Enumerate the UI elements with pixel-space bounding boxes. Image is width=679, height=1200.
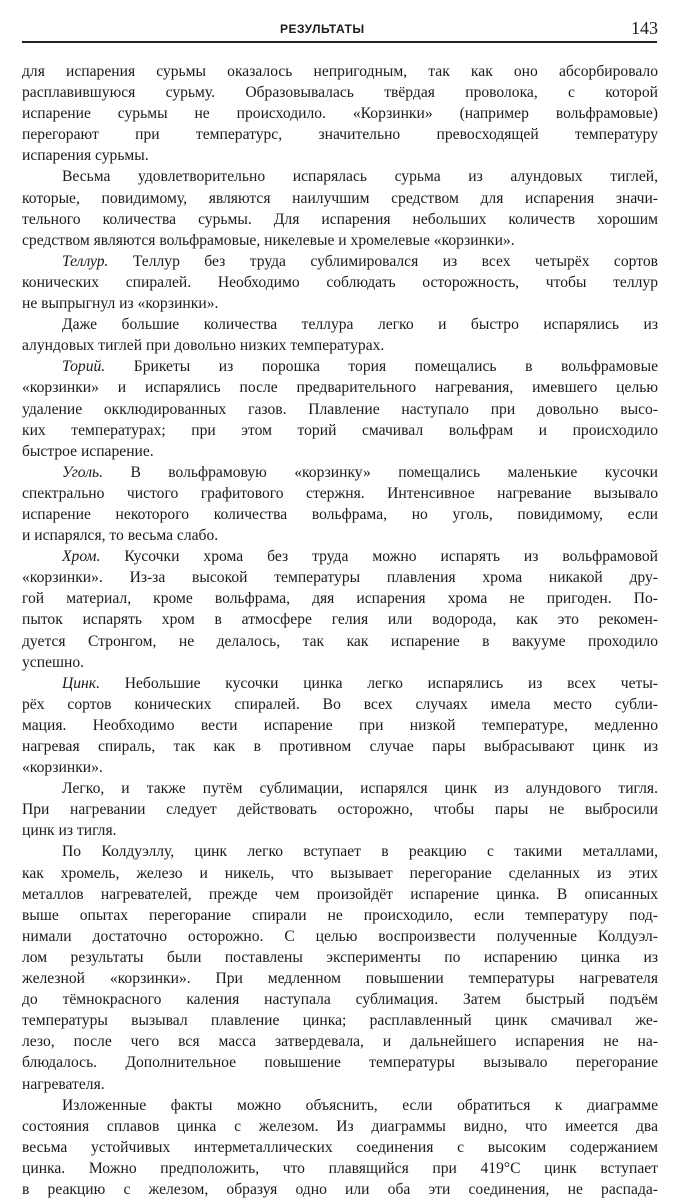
text-line [22, 166, 658, 187]
text-line [22, 188, 658, 209]
paragraph [22, 546, 658, 673]
line-text: и испарялся, то весьма слабо. [22, 527, 219, 545]
line-text: нагревая спираль, так как в противном случае пары выбрасывают цинк из [22, 738, 658, 755]
text-line [22, 736, 658, 757]
body-text [22, 61, 658, 1200]
line-text: расплавившуюся сурьму. Образовывалась твёрдая проволока, с которой [22, 84, 658, 102]
paragraph [22, 314, 658, 356]
line-text: быстрое испарение. [22, 442, 154, 460]
text-line [22, 631, 658, 652]
line-text: Даже большие количества теллура легко и быстро испарялись из [62, 316, 658, 334]
line-text: успешно. [22, 653, 85, 671]
line-text: мация. Необходимо вести испарение при низкой температуре, медленно [22, 716, 658, 734]
paragraph [22, 166, 658, 250]
line-text: цинк из тигля. [22, 822, 117, 840]
text-line [22, 1095, 658, 1116]
text-line [22, 209, 658, 230]
text-line [22, 820, 658, 841]
line-text: нимали достаточно осторожно. С целью воспроизвести полученные Колдуэл- [22, 927, 658, 945]
text-line [22, 272, 658, 293]
text-line [22, 1074, 658, 1095]
line-text: в реакцию с железом, образуя одно или оба эти соединения, не распада- [22, 1180, 658, 1198]
line-text: температуры вызывал плавление цинка; расплавленный цинк смачивал же- [22, 1012, 658, 1030]
text-line [22, 609, 658, 630]
section-lead: Теллур. [62, 252, 109, 270]
line-text: до тёмнокрасного каления наступала сублимация. Затем быстрый подъём [22, 991, 658, 1009]
line-text: Теллур без труда сублимировался из всех четырёх сортов [108, 252, 658, 270]
text-line [22, 420, 658, 441]
paragraph [22, 673, 658, 778]
line-text: выше опытах перегорание спирали не происходило, если температуру под- [22, 906, 658, 924]
section-lead: Уголь. [62, 463, 104, 481]
line-text: В вольфрамовую «корзинку» помещались маленькие кусочки [103, 463, 658, 481]
text-line [22, 546, 658, 567]
text-line [22, 293, 658, 314]
text-line [22, 61, 658, 82]
line-text: рёх сортов конических спиралей. Во всех случаях имела место субли- [22, 695, 658, 713]
text-line [22, 989, 658, 1010]
text-line [22, 567, 658, 588]
paragraph [22, 462, 658, 546]
text-line [22, 1116, 658, 1137]
text-line [22, 905, 658, 926]
line-text: средством являются вольфрамовые, никелевые и хромелевые «корзинки». [22, 231, 515, 249]
text-line [22, 588, 658, 609]
line-text: «корзинки». [22, 759, 103, 777]
paragraph [22, 778, 658, 841]
line-text: испарение сурьмы не происходило. «Корзинки» (например вольфрамовые) [22, 105, 658, 123]
line-text: конических спиралей. Необходимо соблюдать осторожность, чтобы теллур [22, 273, 658, 291]
text-line [22, 1031, 658, 1052]
text-line [22, 652, 658, 673]
text-line [22, 230, 658, 251]
text-line [22, 314, 658, 335]
text-line [22, 673, 658, 694]
text-line [22, 251, 658, 272]
line-text: которые, повидимому, являются наилучшим средством для испарения значи- [22, 189, 658, 207]
text-line [22, 947, 658, 968]
line-text: лезо, после чего вся масса затвердевала, и дальнейшего испарения не на- [22, 1033, 658, 1051]
line-text: для испарения сурьмы оказалось непригодным, так как оно абсорбировало [22, 63, 658, 80]
line-text: не выпрыгнул из «корзинки». [22, 295, 219, 313]
line-text: дуется Стронгом, не делалось, так как испарение в вакууме проходило [22, 632, 658, 650]
text-line [22, 1179, 658, 1200]
section-lead: Торий. [62, 358, 106, 376]
text-line [22, 1010, 658, 1031]
text-line [22, 504, 658, 525]
line-text: Весьма удовлетворительно испарялась сурьма из алундовых тиглей, [62, 168, 658, 186]
paragraph [22, 61, 658, 166]
paragraph [22, 841, 658, 1094]
line-text: как хромель, железо и никель, что вызывает перегорание сделанных из этих [22, 864, 658, 882]
page-number: 143 [631, 18, 658, 38]
paragraph [22, 251, 658, 314]
line-text: металлов нагревателей, прежде чем произойдёт испарение цинка. В описанных [22, 885, 658, 903]
text-line [22, 841, 658, 862]
line-text: лом результаты были поставлены эксперименты по испарению цинка из [22, 948, 658, 966]
text-line [22, 778, 658, 799]
text-line [22, 483, 658, 504]
text-line [22, 399, 658, 420]
line-text: алундовых тиглей при довольно низких температурах. [22, 337, 385, 355]
line-text: испарение некоторого количества вольфрама, но уголь, повидимому, если [22, 505, 658, 523]
header-rule [22, 41, 657, 43]
running-title: РЕЗУЛЬТАТЫ [280, 22, 365, 36]
text-line [22, 694, 658, 715]
line-text: При нагревании следует действовать осторожно, чтобы пары не выбросили [22, 801, 658, 819]
line-text: железной «корзинки». При медленном повышении температуры нагревателя [22, 970, 658, 988]
text-line [22, 82, 658, 103]
page-header [22, 18, 658, 40]
text-line [22, 863, 658, 884]
line-text: нагревателя. [22, 1075, 105, 1093]
line-text: цинка. Можно предположить, что плавящийся при 419°С цинк вступает [22, 1159, 658, 1177]
paragraph [22, 356, 658, 461]
line-text: ких температурах; при этом торий смачивал вольфрам и происходило [22, 421, 658, 439]
text-line [22, 715, 658, 736]
line-text: Легко, и также путём сублимации, испарялся цинк из алундового тигля. [62, 780, 658, 798]
text-line [22, 968, 658, 989]
text-line [22, 1052, 658, 1073]
line-text: испарения сурьмы. [22, 147, 149, 165]
line-text: Небольшие кусочки цинка легко испарялись из всех четы- [100, 674, 658, 692]
line-text: состояния сплавов цинка с железом. Из диаграммы видно, что имеется два [22, 1117, 658, 1135]
line-text: «корзинки». Из-за высокой температуры плавления хрома никакой дру- [22, 569, 658, 587]
line-text: «корзинки» и испарялись после предварительного нагревания, имевшего целью [22, 379, 658, 397]
line-text: По Колдуэллу, цинк легко вступает в реакцию с такими металлами, [62, 843, 658, 861]
text-line [22, 1158, 658, 1179]
text-line [22, 441, 658, 462]
text-line [22, 377, 658, 398]
line-text: спектрально чистого графитового стержня. Интенсивное нагревание вызывало [22, 484, 658, 502]
line-text: тельного количества сурьмы. Для испарения небольших количеств хорошим [22, 210, 658, 228]
line-text: Кусочки хрома без труда можно испарять из вольфрамовой [100, 548, 658, 566]
line-text: Брикеты из порошка тория помещались в вольфрамовые [105, 358, 658, 376]
section-lead: Хром. [62, 548, 101, 566]
text-line [22, 145, 658, 166]
text-line [22, 799, 658, 820]
line-text: Изложенные факты можно объяснить, если обратиться к диаграмме [62, 1096, 658, 1114]
text-line [22, 884, 658, 905]
line-text: пыток испарять хром в атмосфере гелия или водорода, как это рекомен- [22, 611, 658, 629]
text-line [22, 356, 658, 377]
text-line [22, 335, 658, 356]
line-text: весьма устойчивых интерметаллических соединения с высоким содержанием [22, 1138, 658, 1156]
text-line [22, 124, 658, 145]
text-line [22, 525, 658, 546]
text-line [22, 462, 658, 483]
line-text: перегорают при температурс, значительно превосходящей температуру [22, 126, 658, 144]
line-text: гой материал, кроме вольфрама, дяя испарения хрома не пригоден. По- [22, 590, 658, 608]
text-line [22, 757, 658, 778]
section-lead: Цинк. [62, 674, 100, 692]
line-text: удаление окклюдированных газов. Плавление наступало при довольно высо- [22, 400, 658, 418]
text-line [22, 103, 658, 124]
paragraph [22, 1095, 658, 1200]
text-line [22, 1137, 658, 1158]
line-text: блюдалось. Дополнительное повышение температуры вызывало перегорание [22, 1054, 658, 1072]
text-line [22, 926, 658, 947]
